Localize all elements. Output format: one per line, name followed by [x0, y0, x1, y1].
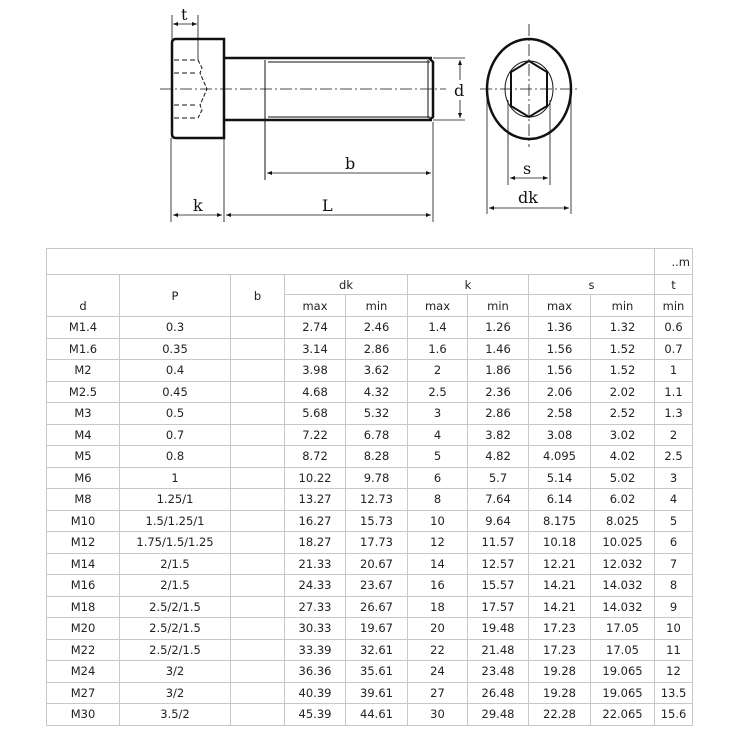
cell-s-max: 17.23 [529, 618, 591, 640]
header-P: P [120, 275, 231, 317]
cell-t-min: 13.5 [655, 682, 693, 704]
cell-b [231, 360, 285, 382]
cell-d: M1.4 [47, 317, 120, 339]
cell-k-max: 27 [408, 682, 468, 704]
cell-k-max: 16 [408, 575, 468, 597]
cell-k-min: 1.46 [468, 338, 529, 360]
cell-k-min: 17.57 [468, 596, 529, 618]
cell-dk-min: 44.61 [346, 704, 408, 726]
cell-s-min: 22.065 [591, 704, 655, 726]
header-b: b [231, 275, 285, 317]
cell-b [231, 424, 285, 446]
header-t-min: min [655, 295, 693, 317]
table-row [47, 467, 693, 489]
table-row [47, 596, 693, 618]
label-L: L [322, 196, 333, 215]
table-row [47, 639, 693, 661]
cell-dk-max: 18.27 [285, 532, 346, 554]
table-row [47, 489, 693, 511]
cell-s-min: 19.065 [591, 682, 655, 704]
cell-dk-min: 23.67 [346, 575, 408, 597]
cell-s-max: 12.21 [529, 553, 591, 575]
cell-P: 2.5/2/1.5 [120, 639, 231, 661]
table-row [47, 360, 693, 382]
cell-d: M1.6 [47, 338, 120, 360]
cell-k-max: 4 [408, 424, 468, 446]
table-row [47, 553, 693, 575]
cell-b [231, 317, 285, 339]
cell-dk-max: 30.33 [285, 618, 346, 640]
cell-b [231, 639, 285, 661]
cell-t-min: 12 [655, 661, 693, 683]
cell-s-min: 19.065 [591, 661, 655, 683]
cell-k-max: 12 [408, 532, 468, 554]
cell-b [231, 381, 285, 403]
unit-label: ..m [655, 249, 693, 275]
cell-P: 2.5/2/1.5 [120, 618, 231, 640]
cell-t-min: 4 [655, 489, 693, 511]
cell-k-max: 5 [408, 446, 468, 468]
end-view [480, 24, 580, 214]
cell-dk-min: 8.28 [346, 446, 408, 468]
cell-k-max: 14 [408, 553, 468, 575]
cell-s-min: 8.025 [591, 510, 655, 532]
cell-b [231, 338, 285, 360]
cell-k-max: 2.5 [408, 381, 468, 403]
cell-d: M8 [47, 489, 120, 511]
label-t: t [181, 5, 188, 24]
cell-k-min: 2.86 [468, 403, 529, 425]
cell-k-max: 10 [408, 510, 468, 532]
cell-dk-max: 8.72 [285, 446, 346, 468]
cell-b [231, 446, 285, 468]
cell-t-min: 9 [655, 596, 693, 618]
header-s-min: min [591, 295, 655, 317]
cell-b [231, 682, 285, 704]
cell-s-min: 1.52 [591, 360, 655, 382]
table-row [47, 317, 693, 339]
cell-k-min: 3.82 [468, 424, 529, 446]
cell-P: 3.5/2 [120, 704, 231, 726]
table-row [47, 510, 693, 532]
cell-d: M27 [47, 682, 120, 704]
cell-s-min: 4.02 [591, 446, 655, 468]
cell-s-min: 5.02 [591, 467, 655, 489]
cell-s-max: 1.56 [529, 360, 591, 382]
cell-dk-max: 10.22 [285, 467, 346, 489]
cell-k-max: 30 [408, 704, 468, 726]
cell-k-min: 21.48 [468, 639, 529, 661]
table-row [47, 446, 693, 468]
table-row [47, 532, 693, 554]
cell-dk-min: 26.67 [346, 596, 408, 618]
cell-k-min: 1.86 [468, 360, 529, 382]
cell-P: 0.5 [120, 403, 231, 425]
cell-dk-max: 40.39 [285, 682, 346, 704]
cell-k-max: 24 [408, 661, 468, 683]
table-row [47, 618, 693, 640]
cell-k-min: 5.7 [468, 467, 529, 489]
header-d: d [47, 275, 120, 317]
cell-s-max: 10.18 [529, 532, 591, 554]
cell-s-max: 8.175 [529, 510, 591, 532]
cell-dk-min: 9.78 [346, 467, 408, 489]
cell-dk-max: 36.36 [285, 661, 346, 683]
cell-b [231, 489, 285, 511]
label-dk: dk [518, 188, 538, 207]
cell-t-min: 15.6 [655, 704, 693, 726]
cell-d: M16 [47, 575, 120, 597]
cell-s-max: 2.06 [529, 381, 591, 403]
cell-s-max: 5.14 [529, 467, 591, 489]
cell-k-max: 1.4 [408, 317, 468, 339]
cell-k-max: 1.6 [408, 338, 468, 360]
header-s: s [529, 275, 655, 295]
cell-P: 0.35 [120, 338, 231, 360]
cell-dk-max: 45.39 [285, 704, 346, 726]
cell-d: M14 [47, 553, 120, 575]
cell-k-max: 2 [408, 360, 468, 382]
cell-s-min: 12.032 [591, 553, 655, 575]
cell-dk-min: 2.86 [346, 338, 408, 360]
cell-dk-min: 2.46 [346, 317, 408, 339]
cell-s-max: 17.23 [529, 639, 591, 661]
cell-P: 3/2 [120, 682, 231, 704]
cell-P: 0.3 [120, 317, 231, 339]
cell-P: 0.7 [120, 424, 231, 446]
cell-d: M2.5 [47, 381, 120, 403]
header-t: t [655, 275, 693, 295]
cell-d: M10 [47, 510, 120, 532]
cell-d: M4 [47, 424, 120, 446]
header-dk-min: min [346, 295, 408, 317]
cell-k-min: 1.26 [468, 317, 529, 339]
cell-dk-min: 35.61 [346, 661, 408, 683]
cell-s-min: 14.032 [591, 596, 655, 618]
cell-dk-max: 16.27 [285, 510, 346, 532]
cell-t-min: 1.3 [655, 403, 693, 425]
header-k-max: max [408, 295, 468, 317]
cell-s-max: 19.28 [529, 661, 591, 683]
table-row [47, 424, 693, 446]
cell-b [231, 575, 285, 597]
side-view [160, 15, 465, 222]
cell-dk-min: 5.32 [346, 403, 408, 425]
cell-b [231, 403, 285, 425]
cell-d: M20 [47, 618, 120, 640]
cell-t-min: 6 [655, 532, 693, 554]
cell-k-min: 12.57 [468, 553, 529, 575]
cell-s-min: 2.52 [591, 403, 655, 425]
cell-b [231, 467, 285, 489]
cell-s-min: 1.52 [591, 338, 655, 360]
cell-s-min: 10.025 [591, 532, 655, 554]
table-row [47, 682, 693, 704]
unit-row-blank [47, 249, 655, 275]
cell-dk-max: 5.68 [285, 403, 346, 425]
cell-dk-min: 20.67 [346, 553, 408, 575]
cell-k-max: 6 [408, 467, 468, 489]
cell-dk-max: 33.39 [285, 639, 346, 661]
cell-d: M12 [47, 532, 120, 554]
cell-k-min: 26.48 [468, 682, 529, 704]
cell-P: 1.75/1.5/1.25 [120, 532, 231, 554]
cell-P: 1.5/1.25/1 [120, 510, 231, 532]
cell-s-max: 1.56 [529, 338, 591, 360]
cell-b [231, 553, 285, 575]
cell-b [231, 661, 285, 683]
cell-b [231, 510, 285, 532]
cell-k-min: 9.64 [468, 510, 529, 532]
cell-dk-max: 3.14 [285, 338, 346, 360]
cell-k-min: 15.57 [468, 575, 529, 597]
cell-k-max: 22 [408, 639, 468, 661]
table-row [47, 403, 693, 425]
cell-s-max: 1.36 [529, 317, 591, 339]
cell-dk-min: 6.78 [346, 424, 408, 446]
cell-t-min: 8 [655, 575, 693, 597]
cell-dk-max: 13.27 [285, 489, 346, 511]
cell-dk-min: 12.73 [346, 489, 408, 511]
screw-dimensions-table [46, 248, 693, 726]
cell-P: 2/1.5 [120, 553, 231, 575]
cell-s-min: 3.02 [591, 424, 655, 446]
header-dk: dk [285, 275, 408, 295]
cell-s-max: 14.21 [529, 575, 591, 597]
cell-t-min: 2 [655, 424, 693, 446]
cell-s-max: 19.28 [529, 682, 591, 704]
cell-s-min: 2.02 [591, 381, 655, 403]
cell-t-min: 1.1 [655, 381, 693, 403]
cell-d: M2 [47, 360, 120, 382]
header-k: k [408, 275, 529, 295]
cell-s-max: 3.08 [529, 424, 591, 446]
cell-k-max: 20 [408, 618, 468, 640]
cell-t-min: 0.6 [655, 317, 693, 339]
cell-s-min: 17.05 [591, 639, 655, 661]
cell-P: 0.8 [120, 446, 231, 468]
cell-dk-min: 15.73 [346, 510, 408, 532]
cell-k-min: 2.36 [468, 381, 529, 403]
cell-d: M22 [47, 639, 120, 661]
label-d: d [454, 81, 465, 100]
cell-dk-max: 24.33 [285, 575, 346, 597]
cell-dk-min: 17.73 [346, 532, 408, 554]
cell-P: 2.5/2/1.5 [120, 596, 231, 618]
cell-k-min: 7.64 [468, 489, 529, 511]
cell-d: M3 [47, 403, 120, 425]
cell-P: 0.45 [120, 381, 231, 403]
cell-t-min: 2.5 [655, 446, 693, 468]
cell-dk-min: 19.67 [346, 618, 408, 640]
cell-d: M24 [47, 661, 120, 683]
cell-t-min: 0.7 [655, 338, 693, 360]
cell-s-max: 4.095 [529, 446, 591, 468]
cell-d: M5 [47, 446, 120, 468]
cell-s-max: 22.28 [529, 704, 591, 726]
cell-P: 3/2 [120, 661, 231, 683]
cell-s-min: 1.32 [591, 317, 655, 339]
cell-t-min: 10 [655, 618, 693, 640]
cell-P: 2/1.5 [120, 575, 231, 597]
cell-d: M30 [47, 704, 120, 726]
header-k-min: min [468, 295, 529, 317]
table-row [47, 338, 693, 360]
cell-k-max: 3 [408, 403, 468, 425]
cell-P: 0.4 [120, 360, 231, 382]
cell-k-max: 18 [408, 596, 468, 618]
cell-b [231, 532, 285, 554]
table-body [47, 317, 693, 726]
cell-k-min: 29.48 [468, 704, 529, 726]
label-b: b [345, 154, 356, 173]
cell-b [231, 618, 285, 640]
cell-dk-max: 21.33 [285, 553, 346, 575]
header-s-max: max [529, 295, 591, 317]
cell-dk-min: 3.62 [346, 360, 408, 382]
cell-d: M6 [47, 467, 120, 489]
cell-t-min: 1 [655, 360, 693, 382]
cell-dk-max: 3.98 [285, 360, 346, 382]
table-row [47, 575, 693, 597]
cell-t-min: 11 [655, 639, 693, 661]
cell-s-max: 14.21 [529, 596, 591, 618]
cell-t-min: 5 [655, 510, 693, 532]
table-row [47, 381, 693, 403]
label-s: s [523, 159, 532, 178]
cell-k-min: 11.57 [468, 532, 529, 554]
cell-b [231, 704, 285, 726]
cell-b [231, 596, 285, 618]
cell-s-min: 14.032 [591, 575, 655, 597]
cell-k-max: 8 [408, 489, 468, 511]
cell-P: 1.25/1 [120, 489, 231, 511]
cell-dk-max: 27.33 [285, 596, 346, 618]
cell-dk-min: 4.32 [346, 381, 408, 403]
cell-d: M18 [47, 596, 120, 618]
cell-s-min: 6.02 [591, 489, 655, 511]
cell-P: 1 [120, 467, 231, 489]
cell-s-min: 17.05 [591, 618, 655, 640]
cell-dk-min: 39.61 [346, 682, 408, 704]
cell-t-min: 7 [655, 553, 693, 575]
cell-t-min: 3 [655, 467, 693, 489]
screw-technical-drawing [0, 0, 750, 235]
header-dk-max: max [285, 295, 346, 317]
cell-s-max: 2.58 [529, 403, 591, 425]
cell-s-max: 6.14 [529, 489, 591, 511]
cell-dk-min: 32.61 [346, 639, 408, 661]
table-row [47, 704, 693, 726]
cell-k-min: 19.48 [468, 618, 529, 640]
cell-dk-max: 4.68 [285, 381, 346, 403]
cell-dk-max: 7.22 [285, 424, 346, 446]
cell-k-min: 23.48 [468, 661, 529, 683]
table-row [47, 661, 693, 683]
cell-k-min: 4.82 [468, 446, 529, 468]
cell-dk-max: 2.74 [285, 317, 346, 339]
label-k: k [193, 196, 203, 215]
